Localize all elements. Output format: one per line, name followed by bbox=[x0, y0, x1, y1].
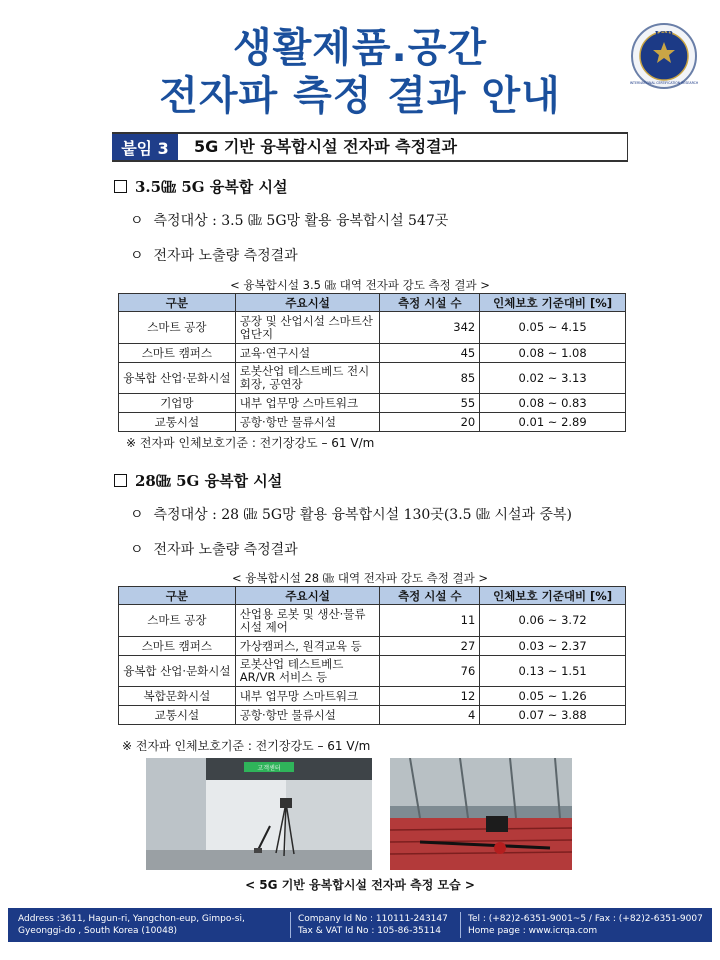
section-heading-28ghz: 28㎓ 5G 융복합 시설 bbox=[114, 470, 282, 491]
cell-range: 0.03 ~ 2.37 bbox=[480, 637, 626, 656]
cell-range: 0.08 ~ 1.08 bbox=[480, 344, 626, 363]
col-header: 인체보호 기준대비 [%] bbox=[480, 587, 626, 605]
table-3-5ghz bbox=[118, 293, 626, 432]
table-row bbox=[119, 687, 626, 706]
footer-contact: Tel : (+82)2-6351-9001~5 / Fax : (+82)2-6351-9007 Home page : www.icrqa.com bbox=[468, 914, 703, 936]
cell-category: 융복합 산업·문화시설 bbox=[119, 363, 236, 394]
cell-facility: 로봇산업 테스트베드 AR/VR 서비스 등 bbox=[235, 656, 380, 687]
standard-note-3-5ghz: ※ 전자파 인체보호기준 : 전기장강도 – 61 V/m bbox=[126, 436, 375, 450]
cell-category: 교통시설 bbox=[119, 706, 236, 725]
footer-company-ids: Company Id No : 110111-243147 Tax & VAT Id No : 105-86-35114 bbox=[298, 914, 448, 936]
table-28ghz bbox=[118, 586, 626, 725]
cell-facility: 로봇산업 테스트베드 전시회장, 공연장 bbox=[235, 363, 380, 394]
cell-count: 342 bbox=[380, 312, 480, 344]
cell-count: 12 bbox=[380, 687, 480, 706]
footer-divider bbox=[460, 912, 461, 938]
cell-count: 4 bbox=[380, 706, 480, 725]
cell-count: 85 bbox=[380, 363, 480, 394]
checkbox-square-icon bbox=[114, 474, 127, 487]
cell-category: 복합문화시설 bbox=[119, 687, 236, 706]
col-header: 주요시설 bbox=[235, 294, 380, 312]
standard-note-28ghz: ※ 전자파 인체보호기준 : 전기장강도 – 61 V/m bbox=[122, 739, 371, 753]
page-title-line1: 생활제품.공간 bbox=[232, 25, 488, 71]
col-header: 구분 bbox=[119, 587, 236, 605]
cell-category: 기업망 bbox=[119, 394, 236, 413]
logo-text: ICR bbox=[654, 31, 674, 41]
table-row bbox=[119, 363, 626, 394]
photo-indoor-measurement bbox=[146, 758, 372, 870]
photo-stadium-measurement bbox=[390, 758, 572, 870]
cell-facility: 산업용 로봇 및 생산·물류시설 제어 bbox=[235, 605, 380, 637]
footer-bar bbox=[8, 908, 712, 942]
cell-facility: 교육·연구시설 bbox=[235, 344, 380, 363]
attachment-title: 5G 기반 융복합시설 전자파 측정결과 bbox=[194, 137, 457, 156]
measurement-target-3-5ghz: ㅇ 측정대상 : 3.5 ㎓ 5G망 활용 융복합시설 547곳 bbox=[130, 213, 449, 229]
col-header: 측정 시설 수 bbox=[380, 294, 480, 312]
col-header: 측정 시설 수 bbox=[380, 587, 480, 605]
icr-logo bbox=[630, 22, 698, 90]
col-header: 구분 bbox=[119, 294, 236, 312]
cell-range: 0.01 ~ 2.89 bbox=[480, 413, 626, 432]
table-row bbox=[119, 706, 626, 725]
table-caption-28ghz: < 융복합시설 28 ㎓ 대역 전자파 강도 측정 결과 > bbox=[231, 571, 489, 585]
cell-facility: 공장 및 산업시설 스마트산업단지 bbox=[235, 312, 380, 344]
footer-divider bbox=[290, 912, 291, 938]
cell-facility: 공항·항만 물류시설 bbox=[235, 706, 380, 725]
cell-range: 0.05 ~ 1.26 bbox=[480, 687, 626, 706]
table-row bbox=[119, 344, 626, 363]
table-caption-3-5ghz: < 융복합시설 3.5 ㎓ 대역 전자파 강도 측정 결과 > bbox=[230, 278, 490, 292]
logo-ring-text: INTERNATIONAL CERTIFICATION RESEARCH bbox=[630, 81, 698, 85]
table-row bbox=[119, 605, 626, 637]
cell-category: 융복합 산업·문화시설 bbox=[119, 656, 236, 687]
footer-address: Address :3611, Hagun-ri, Yangchon-eup, Gimpo-si, Gyeonggi-do , South Korea (10048) bbox=[18, 914, 245, 936]
cell-facility: 내부 업무망 스마트워크 bbox=[235, 687, 380, 706]
col-header: 주요시설 bbox=[235, 587, 380, 605]
exposure-result-label-28ghz: ㅇ 전자파 노출량 측정결과 bbox=[130, 542, 298, 558]
attachment-banner bbox=[112, 132, 628, 162]
cell-count: 27 bbox=[380, 637, 480, 656]
cell-count: 55 bbox=[380, 394, 480, 413]
cell-category: 스마트 캠퍼스 bbox=[119, 637, 236, 656]
cell-category: 스마트 캠퍼스 bbox=[119, 344, 236, 363]
table-row bbox=[119, 413, 626, 432]
cell-range: 0.13 ~ 1.51 bbox=[480, 656, 626, 687]
checkbox-square-icon bbox=[114, 180, 127, 193]
cell-range: 0.02 ~ 3.13 bbox=[480, 363, 626, 394]
table-row bbox=[119, 394, 626, 413]
cell-facility: 가상캠퍼스, 원격교육 등 bbox=[235, 637, 380, 656]
cell-range: 0.06 ~ 3.72 bbox=[480, 605, 626, 637]
table-row bbox=[119, 656, 626, 687]
photo-sign-text: 고객센터 bbox=[257, 765, 281, 772]
cell-facility: 내부 업무망 스마트워크 bbox=[235, 394, 380, 413]
table-row bbox=[119, 637, 626, 656]
col-header: 인체보호 기준대비 [%] bbox=[480, 294, 626, 312]
cell-range: 0.08 ~ 0.83 bbox=[480, 394, 626, 413]
table-row bbox=[119, 312, 626, 344]
photo-caption: < 5G 기반 융복합시설 전자파 측정 모습 > bbox=[245, 878, 475, 892]
cell-count: 76 bbox=[380, 656, 480, 687]
cell-category: 교통시설 bbox=[119, 413, 236, 432]
cell-count: 11 bbox=[380, 605, 480, 637]
page-title-line2: 전자파 측정 결과 안내 bbox=[159, 73, 561, 119]
exposure-result-label-3-5ghz: ㅇ 전자파 노출량 측정결과 bbox=[130, 248, 298, 264]
cell-range: 0.05 ~ 4.15 bbox=[480, 312, 626, 344]
measurement-target-28ghz: ㅇ 측정대상 : 28 ㎓ 5G망 활용 융복합시설 130곳(3.5 ㎓ 시설과 중복) bbox=[130, 507, 572, 523]
cell-category: 스마트 공장 bbox=[119, 605, 236, 637]
cell-count: 20 bbox=[380, 413, 480, 432]
cell-category: 스마트 공장 bbox=[119, 312, 236, 344]
cell-facility: 공항·항만 물류시설 bbox=[235, 413, 380, 432]
section-heading-3-5ghz: 3.5㎓ 5G 융복합 시설 bbox=[114, 176, 287, 197]
cell-count: 45 bbox=[380, 344, 480, 363]
cell-range: 0.07 ~ 3.88 bbox=[480, 706, 626, 725]
attachment-tag: 붙임 3 bbox=[112, 134, 178, 160]
